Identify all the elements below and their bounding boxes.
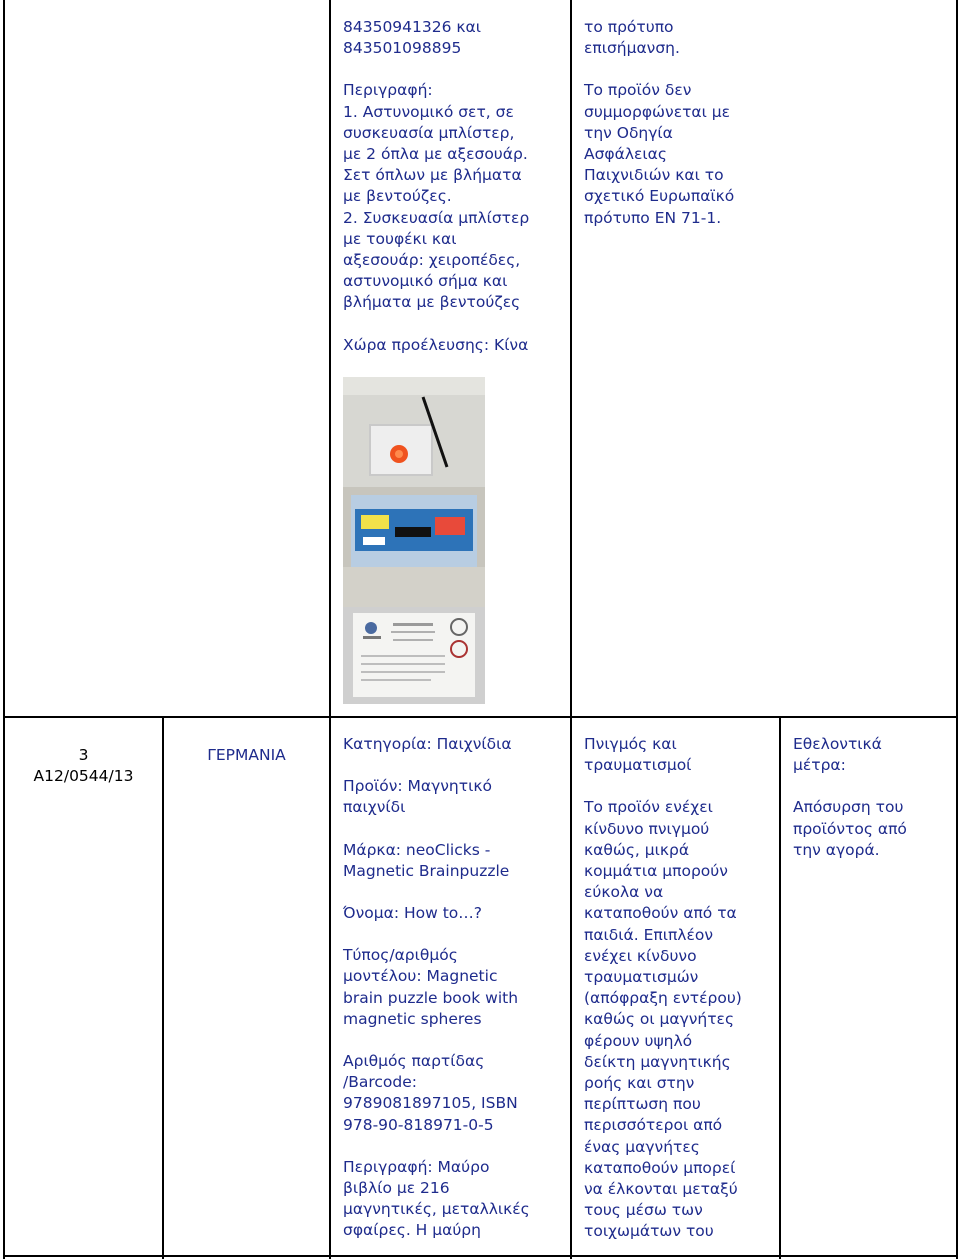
row3-number-cell	[5, 745, 162, 787]
top-risk-cell	[584, 17, 774, 229]
row3-risk-cell	[584, 734, 777, 1243]
product-description-text: Περιγραφή: Μαύρο βιβλίο με 216 μαγνητικές, μεταλλικές σφαίρες. Η μαύρη	[343, 1157, 530, 1240]
toy-handcuffs	[363, 537, 385, 545]
table-right-border	[956, 0, 958, 1259]
risk-description: Το προϊόν ενέχει κίνδυνο πνιγμού καθώς, μικρά κομμάτια μπορούν εύκολα να καταποθούν από τα παιδιά. Επιπλέον ενέχει κίνδυνο τραυματισμών (απόφραξη εντέρου) καθώς οι μαγνήτες φέρουν υψηλό δείκτη μαγνητικής ροής και στην περίπτωση που περισσότεροι από ένας μαγνήτες καταποθούν μπορεί να έλκονται μεταξύ τους μέσω των τοιχωμάτων του	[584, 798, 742, 1241]
column-divider-risk-left	[570, 0, 572, 1259]
row-divider	[3, 716, 958, 718]
column-divider-number-country	[162, 716, 164, 1259]
brand-logo-text	[363, 636, 381, 639]
measures-title: Εθελοντικά μέτρα:	[793, 735, 882, 775]
top-product-cell	[343, 17, 565, 356]
origin-text: Χώρα προέλευσης: Κίνα	[343, 335, 529, 354]
row-number: 3	[78, 746, 89, 764]
row3-measures-cell	[793, 734, 953, 861]
category-text: Κατηγορία: Παιχνίδια	[343, 735, 512, 753]
toy-accessory	[435, 517, 465, 535]
brand-text: Μάρκα: neoClicks - Magnetic Brainpuzzle	[343, 840, 510, 880]
photo-light-band	[343, 377, 485, 395]
description-items: 1. Αστυνομικό σετ, σε συσκευασία μπλίστερ, με 2 όπλα με αξεσουάρ. Σετ όπλων με βλήματα με βεντούζες. 2. Συσκευασία μπλίστερ με τουφέκι και αξεσουάρ: χειροπέδες, αστυνομικό σήμα και βλήματα με βεντούζες	[343, 102, 530, 312]
name-text: Όνομα: How to…?	[343, 904, 482, 923]
column-divider-measures-left	[779, 716, 781, 1259]
toy-gun-2	[395, 527, 431, 537]
label-line-3	[393, 639, 433, 641]
row3-product-cell	[343, 734, 568, 1242]
suction-dart-highlight	[395, 450, 403, 458]
country-name: ΓΕΡΜΑΝΙΑ	[207, 746, 286, 764]
table-left-border	[3, 0, 5, 1259]
row3-country-cell	[164, 745, 329, 766]
label-line-4	[361, 655, 445, 657]
batch-barcode-text: Αριθμός παρτίδας /Barcode: 9789081897105, ISBN 978-90-818971-0-5	[343, 1052, 518, 1134]
label-line-7	[361, 679, 431, 681]
product-photo	[343, 377, 485, 704]
label-line-1	[393, 623, 433, 626]
label-line-2	[391, 631, 435, 633]
risk-continued-text: το πρότυπο επισήμανση.	[584, 18, 680, 58]
table-bottom-border	[3, 1255, 958, 1257]
description-label: Περιγραφή:	[343, 81, 433, 100]
label-line-6	[361, 671, 445, 673]
barcodes-text: 84350941326 και 843501098895	[343, 18, 482, 58]
risk-title: Πνιγμός και τραυματισμοί	[584, 735, 692, 775]
label-line-5	[361, 663, 445, 665]
model-text: Τύπος/αριθμός μοντέλου: Magnetic brain puzzle book with magnetic spheres	[343, 946, 519, 1028]
compliance-text: Το προϊόν δεν συμμορφώνεται με την Οδηγία Ασφάλειας Παιχνιδιών και το σχετικό Ευρωπαϊκό πρότυπο EN 71-1.	[584, 81, 735, 227]
product-photo-image	[343, 377, 485, 704]
reference-number: A12/0544/13	[33, 767, 134, 786]
brand-logo-mark	[365, 622, 377, 634]
photo-table-strip	[343, 567, 485, 607]
toy-gun-1	[361, 515, 389, 529]
measures-text: Απόσυρση του προϊόντος από την αγορά.	[793, 798, 907, 859]
product-text: Προϊόν: Μαγνητικό παιχνίδι	[343, 777, 492, 817]
column-divider-product-left	[329, 0, 331, 1259]
